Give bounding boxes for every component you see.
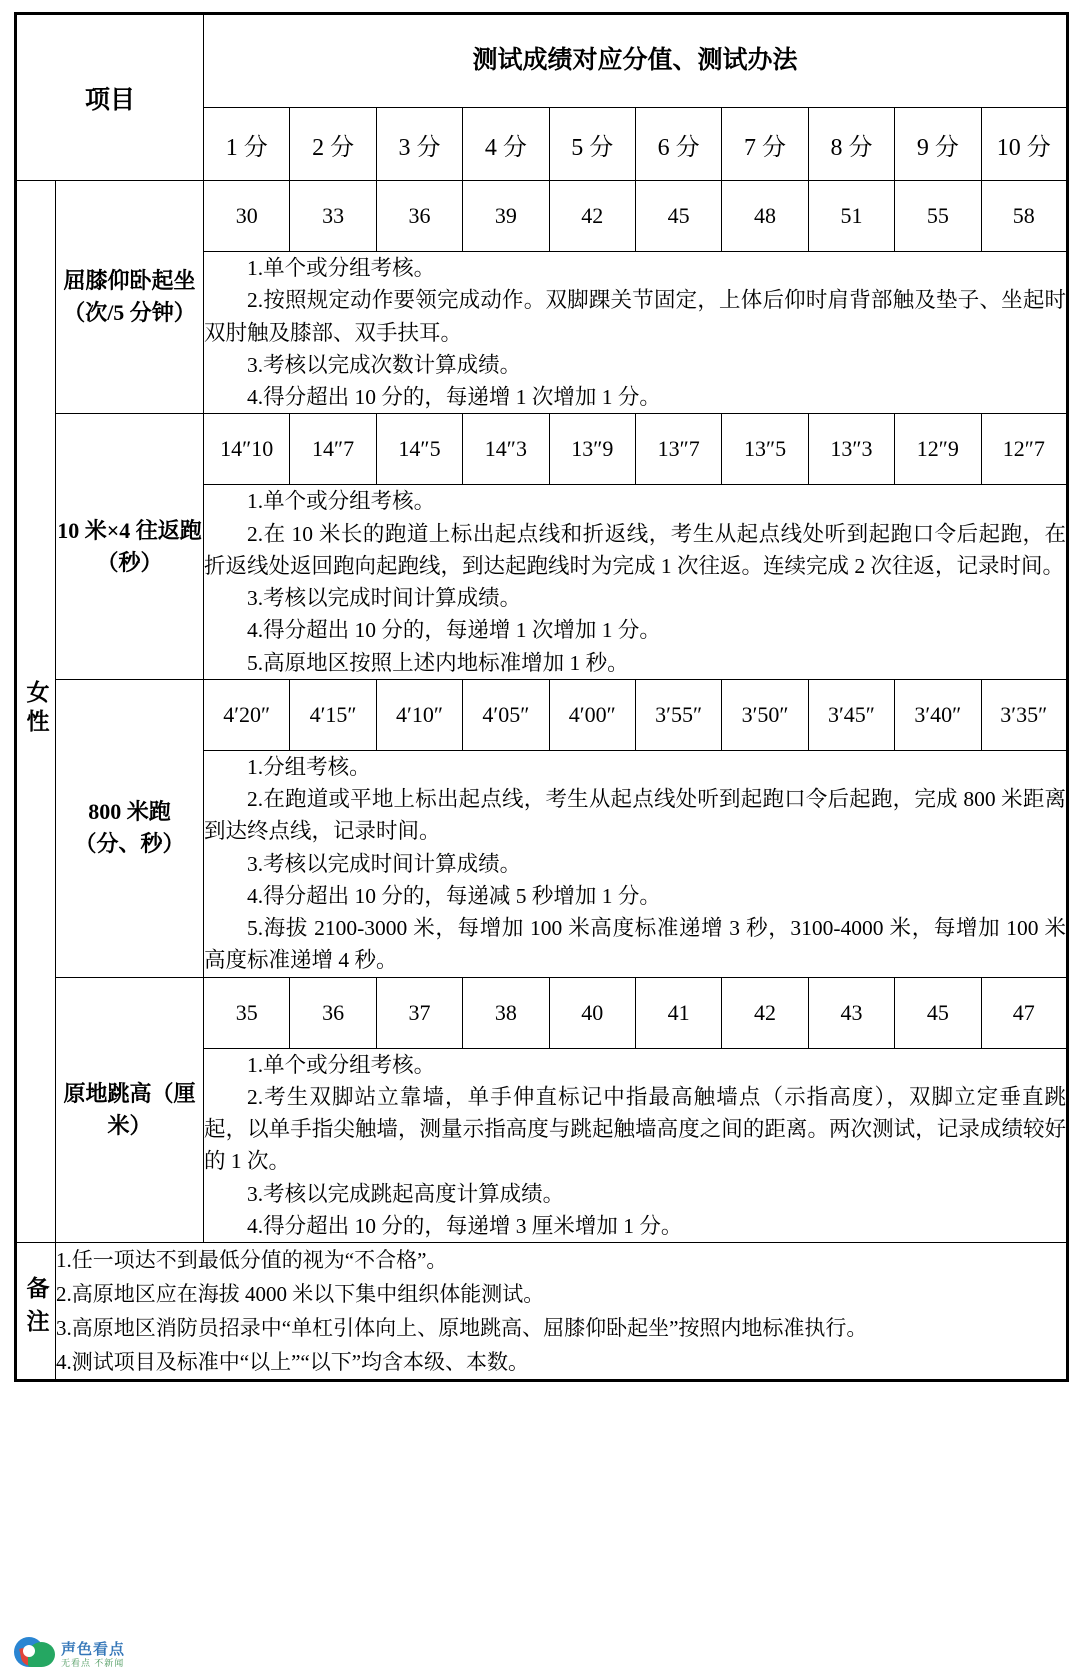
- watermark-title: 声色看点: [61, 1641, 126, 1658]
- header-score-9: [895, 108, 981, 181]
- header-score-label: 2 分: [312, 134, 355, 161]
- value-cell: 3′45″: [808, 679, 894, 750]
- item-name-800m: [56, 679, 204, 977]
- method-line: 1.单个或分组考核。: [247, 256, 436, 280]
- item-name-situps: [56, 181, 204, 414]
- row-situps-values: [16, 181, 1068, 252]
- header-score-3: [376, 108, 462, 181]
- value-cell: 14″10: [204, 414, 290, 485]
- item-label: 800 米跑（分、秒）: [74, 799, 185, 857]
- value-cell: 13″9: [549, 414, 635, 485]
- watermark: [14, 1634, 125, 1668]
- method-cell-shuttle: [204, 485, 1068, 680]
- fitness-standards-table: [14, 12, 1069, 1382]
- value-cell: 4′05″: [463, 679, 549, 750]
- method-line: 3.考核以完成次数计算成绩。: [247, 352, 522, 377]
- row-jump-values: [16, 977, 1068, 1048]
- item-name-shuttle: [56, 414, 204, 680]
- method-line: 2.在 10 米长的跑道上标出起点线和折返线，考生从起点线处听到起跑口令后起跑，在折返线处返回跑向起跑线，到达起跑线时为完成 1 次往返。连续完成 2 次往返，记录时间。: [204, 521, 1067, 578]
- value-cell: 4′10″: [376, 679, 462, 750]
- header-score-label: 6 分: [657, 134, 700, 161]
- value-cell: 4′20″: [204, 679, 290, 750]
- method-line: 2.在跑道或平地上标出起点线，考生从起点线处听到起跑口令后起跑，完成 800 米距离到达终点线，记录时间。: [204, 787, 1067, 844]
- watermark-text: [61, 1643, 125, 1668]
- header-score-7: [722, 108, 808, 181]
- method-line: 3.考核以完成跳起高度计算成绩。: [247, 1181, 565, 1206]
- header-score-label: 1 分: [225, 134, 268, 161]
- row-footer-notes: [16, 1243, 1068, 1381]
- header-score-label: 5 分: [571, 134, 614, 161]
- footer-label: 备注: [23, 1275, 49, 1342]
- value-cell: 14″3: [463, 414, 549, 485]
- footer-note: 2.高原地区应在海拔 4000 米以下集中组织体能测试。: [56, 1282, 545, 1307]
- header-score-8: [808, 108, 894, 181]
- header-score-4: [463, 108, 549, 181]
- method-line: 2.按照规定动作要领完成动作。双脚踝关节固定，上体后仰时肩背部触及垫子、坐起时双肘触及膝部、双手扶耳。: [204, 288, 1067, 345]
- value-cell: 30: [204, 181, 290, 252]
- value-cell: 42: [722, 977, 808, 1048]
- method-line: 3.考核以完成时间计算成绩。: [247, 586, 522, 610]
- header-score-label: 8 分: [830, 134, 873, 161]
- method-line: 2.考生双脚站立靠墙，单手伸直标记中指最高触墙点（示指高度），双脚立定垂直跳起，以单手指尖触墙，测量示指高度与跳起触墙高度之间的距离。两次测试，记录成绩较好的 1 次。: [204, 1084, 1067, 1174]
- value-cell: 36: [376, 181, 462, 252]
- method-line: 1.分组考核。: [247, 754, 371, 779]
- value-cell: 41: [635, 977, 721, 1048]
- footer-label-cell: [16, 1243, 56, 1381]
- header-score-label: 3 分: [398, 134, 441, 161]
- header-score-1: [204, 108, 290, 181]
- header-score-10: [981, 108, 1068, 181]
- footer-notes-cell: [56, 1243, 1068, 1381]
- value-cell: 3′55″: [635, 679, 721, 750]
- row-shuttle-values: [16, 414, 1068, 485]
- gender-cell: [16, 181, 56, 1243]
- value-cell: 33: [290, 181, 376, 252]
- value-cell: 36: [290, 977, 376, 1048]
- method-cell-situps: [204, 252, 1068, 414]
- value-cell: 35: [204, 977, 290, 1048]
- method-line: 4.得分超出 10 分的，每递增 3 厘米增加 1 分。: [247, 1213, 683, 1238]
- method-line: 4.得分超出 10 分的，每递增 1 次增加 1 分。: [247, 385, 661, 409]
- value-cell: 42: [549, 181, 635, 252]
- value-cell: 4′00″: [549, 679, 635, 750]
- value-cell: 3′50″: [722, 679, 808, 750]
- method-line: 4.得分超出 10 分的，每递增 1 次增加 1 分。: [247, 618, 661, 643]
- header-score-6: [635, 108, 721, 181]
- value-cell: 13″3: [808, 414, 894, 485]
- method-line: 3.考核以完成时间计算成绩。: [247, 851, 522, 876]
- value-cell: 55: [895, 181, 981, 252]
- value-cell: 47: [981, 977, 1068, 1048]
- header-score-2: [290, 108, 376, 181]
- header-item-cell: [16, 14, 204, 181]
- row-800m-values: [16, 679, 1068, 750]
- gender-label: 女性: [23, 680, 49, 738]
- footer-note: 3.高原地区消防员招录中“单杠引体向上、原地跳高、屈膝仰卧起坐”按照内地标准执行。: [56, 1316, 868, 1341]
- method-line: 5.海拔 2100-3000 米，每增加 100 米高度标准递增 3 秒，3100-4000 米，每增加 100 米高度标准递增 4 秒。: [204, 916, 1067, 973]
- value-cell: 3′40″: [895, 679, 981, 750]
- value-cell: 14″7: [290, 414, 376, 485]
- method-line: 1.单个或分组考核。: [247, 1052, 436, 1077]
- header-item-label: 项目: [85, 86, 136, 114]
- value-cell: 48: [722, 181, 808, 252]
- value-cell: 12″7: [981, 414, 1068, 485]
- header-span-title-cell: [204, 14, 1068, 108]
- footer-note: 1.任一项达不到最低分值的视为“不合格”。: [56, 1248, 448, 1272]
- header-score-label: 4 分: [484, 134, 527, 161]
- item-name-jump: [56, 977, 204, 1243]
- watermark-logo-icon: [14, 1634, 56, 1668]
- header-score-label: 7 分: [744, 134, 787, 161]
- value-cell: 13″7: [635, 414, 721, 485]
- value-cell: 4′15″: [290, 679, 376, 750]
- watermark-slogan: 无看点 不新闻: [61, 1657, 125, 1668]
- footer-note: 4.测试项目及标准中“以上”“以下”均含本级、本数。: [56, 1350, 530, 1375]
- value-cell: 39: [463, 181, 549, 252]
- header-span-title: 测试成绩对应分值、测试办法: [472, 47, 798, 74]
- method-cell-800m: [204, 750, 1068, 977]
- method-line: 1.单个或分组考核。: [247, 489, 436, 514]
- item-label: 10 米×4 往返跑（秒）: [57, 517, 202, 575]
- value-cell: 3′35″: [981, 679, 1068, 750]
- method-line: 4.得分超出 10 分的，每递减 5 秒增加 1 分。: [247, 883, 661, 908]
- method-cell-jump: [204, 1048, 1068, 1243]
- value-cell: 45: [635, 181, 721, 252]
- table-header-row-title: [16, 14, 1068, 108]
- value-cell: 43: [808, 977, 894, 1048]
- value-cell: 38: [463, 977, 549, 1048]
- method-line: 5.高原地区按照上述内地标准增加 1 秒。: [247, 650, 629, 675]
- value-cell: 45: [895, 977, 981, 1048]
- item-label: 屈膝仰卧起坐（次/5 分钟）: [63, 268, 196, 326]
- value-cell: 51: [808, 181, 894, 252]
- header-score-label: 10 分: [996, 134, 1051, 161]
- value-cell: 40: [549, 977, 635, 1048]
- value-cell: 12″9: [895, 414, 981, 485]
- item-label: 原地跳高（厘米）: [63, 1080, 196, 1138]
- value-cell: 37: [376, 977, 462, 1048]
- value-cell: 58: [981, 181, 1068, 252]
- value-cell: 13″5: [722, 414, 808, 485]
- value-cell: 14″5: [376, 414, 462, 485]
- header-score-label: 9 分: [916, 134, 959, 161]
- header-score-5: [549, 108, 635, 181]
